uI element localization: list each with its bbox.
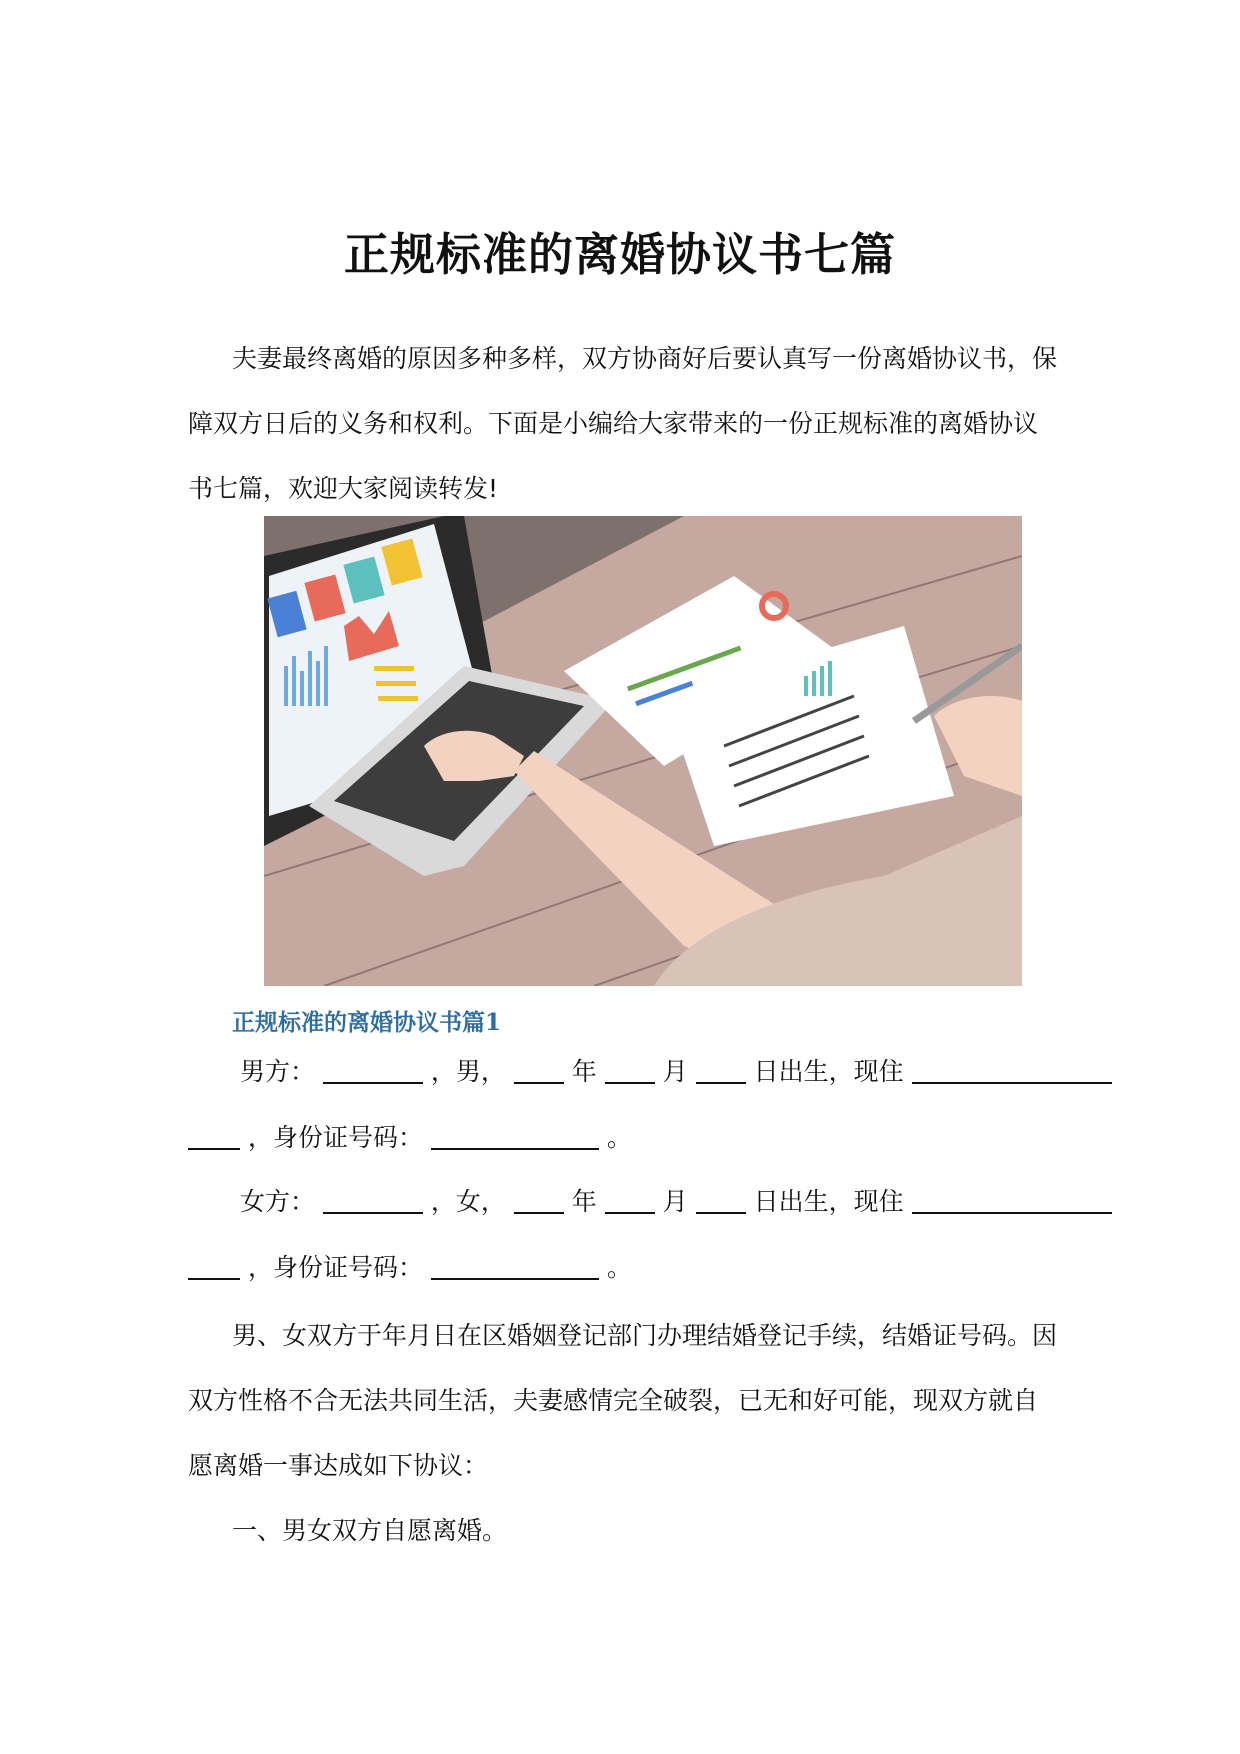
clause-1: 一、男女双方自愿离婚。	[232, 1516, 508, 1545]
male-month-blank[interactable]	[605, 1057, 655, 1084]
male-month-label: 月	[662, 1057, 688, 1086]
female-name-blank[interactable]	[323, 1187, 423, 1214]
female-end: 。	[606, 1253, 632, 1282]
male-id-line	[188, 1118, 632, 1154]
male-day-suffix: 日出生，现住	[753, 1057, 904, 1086]
female-day-suffix: 日出生，现住	[753, 1187, 904, 1216]
male-label: 男方：	[239, 1057, 315, 1086]
male-name-blank[interactable]	[323, 1057, 423, 1084]
female-address-blank[interactable]	[912, 1187, 1112, 1214]
male-id-blank[interactable]	[431, 1123, 599, 1150]
female-info-line	[188, 1182, 1112, 1218]
male-gender: ，男，	[430, 1057, 506, 1086]
female-month-blank[interactable]	[605, 1187, 655, 1214]
female-year-label: 年	[571, 1187, 597, 1216]
male-day-blank[interactable]	[696, 1057, 746, 1084]
female-year-blank[interactable]	[514, 1187, 564, 1214]
intro-paragraph: 夫妻最终离婚的原因多种多样，双方协商好后要认真写一份离婚协议书，保障双方日后的义务和权利。下面是小编给大家带来的一份正规标准的离婚协议书七篇，欢迎大家阅读转发!	[188, 344, 1058, 503]
laptop-report-illustration	[264, 516, 1022, 986]
male-year-label: 年	[571, 1057, 597, 1086]
male-end: 。	[606, 1123, 632, 1152]
female-id-label: ，身份证号码：	[247, 1253, 423, 1282]
section-heading: 正规标准的离婚协议书篇1	[232, 1009, 502, 1036]
male-info-line	[188, 1052, 1112, 1088]
male-address-blank-cont[interactable]	[188, 1123, 240, 1150]
marriage-paragraph: 男、女双方于年月日在区婚姻登记部门办理结婚登记手续，结婚证号码。因双方性格不合无法共同生活，夫妻感情完全破裂，已无和好可能，现双方就自愿离婚一事达成如下协议：	[188, 1321, 1058, 1480]
female-address-blank-cont[interactable]	[188, 1253, 240, 1280]
female-day-blank[interactable]	[696, 1187, 746, 1214]
document-title: 正规标准的离婚协议书七篇	[343, 228, 896, 281]
male-id-label: ，身份证号码：	[247, 1123, 423, 1152]
female-month-label: 月	[662, 1187, 688, 1216]
female-label: 女方：	[239, 1187, 315, 1216]
male-address-blank[interactable]	[912, 1057, 1112, 1084]
female-gender: ，女，	[430, 1187, 506, 1216]
female-id-line	[188, 1248, 632, 1284]
male-year-blank[interactable]	[514, 1057, 564, 1084]
female-id-blank[interactable]	[431, 1253, 599, 1280]
